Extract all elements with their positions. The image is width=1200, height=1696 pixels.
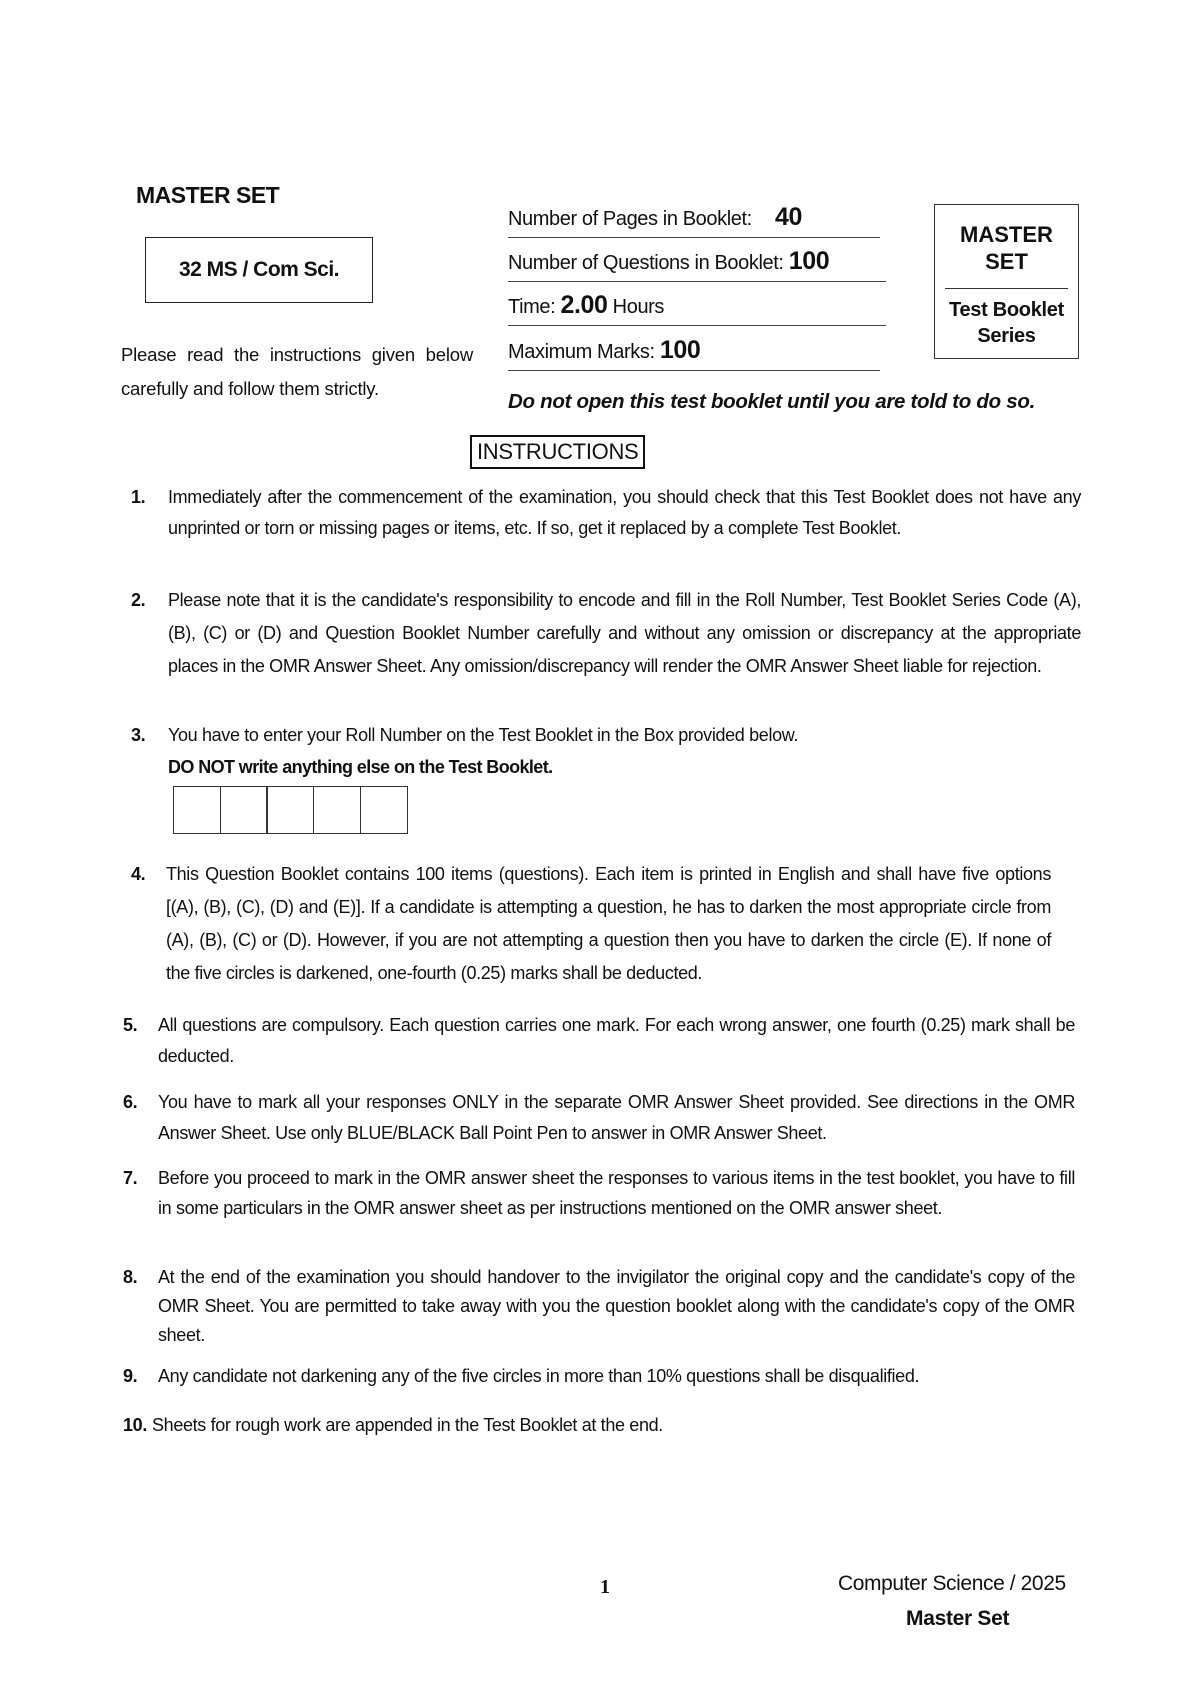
series-box-top-line1: MASTER (960, 222, 1053, 247)
item-text: Before you proceed to mark in the OMR answer sheet the responses to various items in the test booklet, you have to fill in some particulars in the OMR answer sheet as per instructions mentioned on the OMR answer sheet. (158, 1168, 1075, 1218)
divider (508, 370, 880, 371)
instruction-item-2 (131, 584, 1081, 683)
series-box-bottom (935, 297, 1078, 349)
roll-number-box[interactable] (313, 786, 361, 834)
footer-subject: Computer Science / 2025 (838, 1572, 1066, 1595)
item-text: Immediately after the commencement of the examination, you should check that this Test Booklet does not have any unprinted or torn or missing pages or items, etc. If so, get it replaced by a complete Test Booklet. (168, 487, 1081, 538)
instructions-title: INSTRUCTIONS (470, 435, 645, 469)
page-number: 1 (600, 1576, 610, 1598)
instruction-item-4 (131, 858, 1051, 990)
item-number: 9. (123, 1366, 138, 1386)
instruction-item-6 (123, 1087, 1075, 1149)
item-text: You have to enter your Roll Number on the Test Booklet in the Box provided below. (168, 725, 799, 745)
item-text: Any candidate not darkening any of the five circles in more than 10% questions shall be disqualified. (158, 1366, 920, 1386)
marks-value: 100 (659, 336, 701, 364)
item-text-block (168, 719, 1081, 783)
item-bold-text: DO NOT write anything else on the Test Booklet. (168, 757, 553, 777)
item-text: Please note that it is the candidate's responsibility to encode and fill in the Roll Number, Test Booklet Series Code (A), (B), (C) or (D) and Question Booklet Number carefully and without any omission or discrepancy at the appropriate places in the OMR Answer Sheet. Any omission/discrepancy will render the OMR Answer Sheet liable for rejection. (168, 590, 1081, 676)
series-box-top-line2: SET (985, 249, 1028, 274)
test-booklet-series-box (934, 204, 1079, 359)
item-number: 8. (123, 1267, 138, 1287)
instruction-item-8 (123, 1263, 1075, 1350)
divider (508, 237, 880, 238)
instruction-item-10 (123, 1410, 1075, 1440)
questions-label: Number of Questions in Booklet: (508, 252, 784, 274)
read-instructions-note: Please read the instructions given below carefully and follow them strictly. (121, 344, 473, 399)
time-row (508, 291, 883, 320)
roll-number-box[interactable] (173, 786, 221, 834)
item-number: 4. (131, 864, 146, 884)
marks-label: Maximum Marks: (508, 341, 655, 363)
divider (508, 325, 886, 326)
subject-code-box (145, 237, 373, 303)
item-text: Sheets for rough work are appended in the Test Booklet at the end. (152, 1415, 663, 1435)
questions-value: 100 (788, 247, 830, 275)
item-number: 1. (131, 487, 146, 507)
item-number: 7. (123, 1168, 138, 1188)
item-text: This Question Booklet contains 100 items (questions). Each item is printed in English and shall have five options [(A), (B), (C), (D) and (E)]. If a candidate is attempting a question, he has to darken the most appropriate circle from (A), (B), (C) or (D). However, if you are not attempting a question then you have to darken the circle (E). If none of the five circles is darkened, one-fourth (0.25) marks shall be deducted. (166, 864, 1051, 983)
pages-row (508, 203, 883, 232)
time-value: 2.00 (560, 291, 608, 319)
item-text: All questions are compulsory. Each question carries one mark. For each wrong answer, one fourth (0.25) mark shall be deducted. (158, 1015, 1075, 1066)
series-box-bottom-line1: Test Booklet (949, 299, 1064, 321)
item-number: 6. (123, 1092, 138, 1112)
time-unit: Hours (612, 296, 665, 318)
instruction-item-3 (131, 719, 1081, 783)
master-set-label: MASTER SET (136, 182, 280, 208)
series-box-top (935, 205, 1078, 275)
divider (508, 281, 886, 282)
instruction-item-7 (123, 1163, 1075, 1223)
questions-row (508, 247, 883, 276)
item-number: 3. (131, 725, 146, 745)
pages-label: Number of Pages in Booklet: (508, 208, 752, 230)
item-number: 10. (123, 1415, 147, 1435)
roll-number-box[interactable] (220, 786, 268, 834)
instruction-item-9 (123, 1361, 1075, 1391)
do-not-open-warning: Do not open this test booklet until you are told to do so. (508, 390, 1035, 413)
instruction-item-5 (123, 1010, 1075, 1072)
marks-row (508, 336, 883, 365)
roll-number-boxes (173, 786, 407, 834)
item-number: 5. (123, 1015, 138, 1035)
item-text: At the end of the examination you should handover to the invigilator the original copy and the candidate's copy of the OMR Sheet. You are permitted to take away with you the question booklet along with the candidate's copy of the OMR sheet. (158, 1267, 1075, 1345)
roll-number-box[interactable] (266, 786, 314, 834)
item-number: 2. (131, 590, 146, 610)
roll-number-box[interactable] (360, 786, 408, 834)
item-text: You have to mark all your responses ONLY in the separate OMR Answer Sheet provided. See directions in the OMR Answer Sheet. Use only BLUE/BLACK Ball Point Pen to answer in OMR Answer Sheet. (158, 1092, 1075, 1143)
pages-value: 40 (774, 203, 802, 231)
series-box-divider (945, 288, 1068, 289)
instruction-item-1 (131, 482, 1081, 544)
time-label: Time: (508, 296, 556, 318)
subject-code: 32 MS / Com Sci. (178, 258, 340, 281)
footer-set-label: Master Set (906, 1607, 1010, 1630)
series-box-bottom-line2: Series (977, 325, 1036, 347)
